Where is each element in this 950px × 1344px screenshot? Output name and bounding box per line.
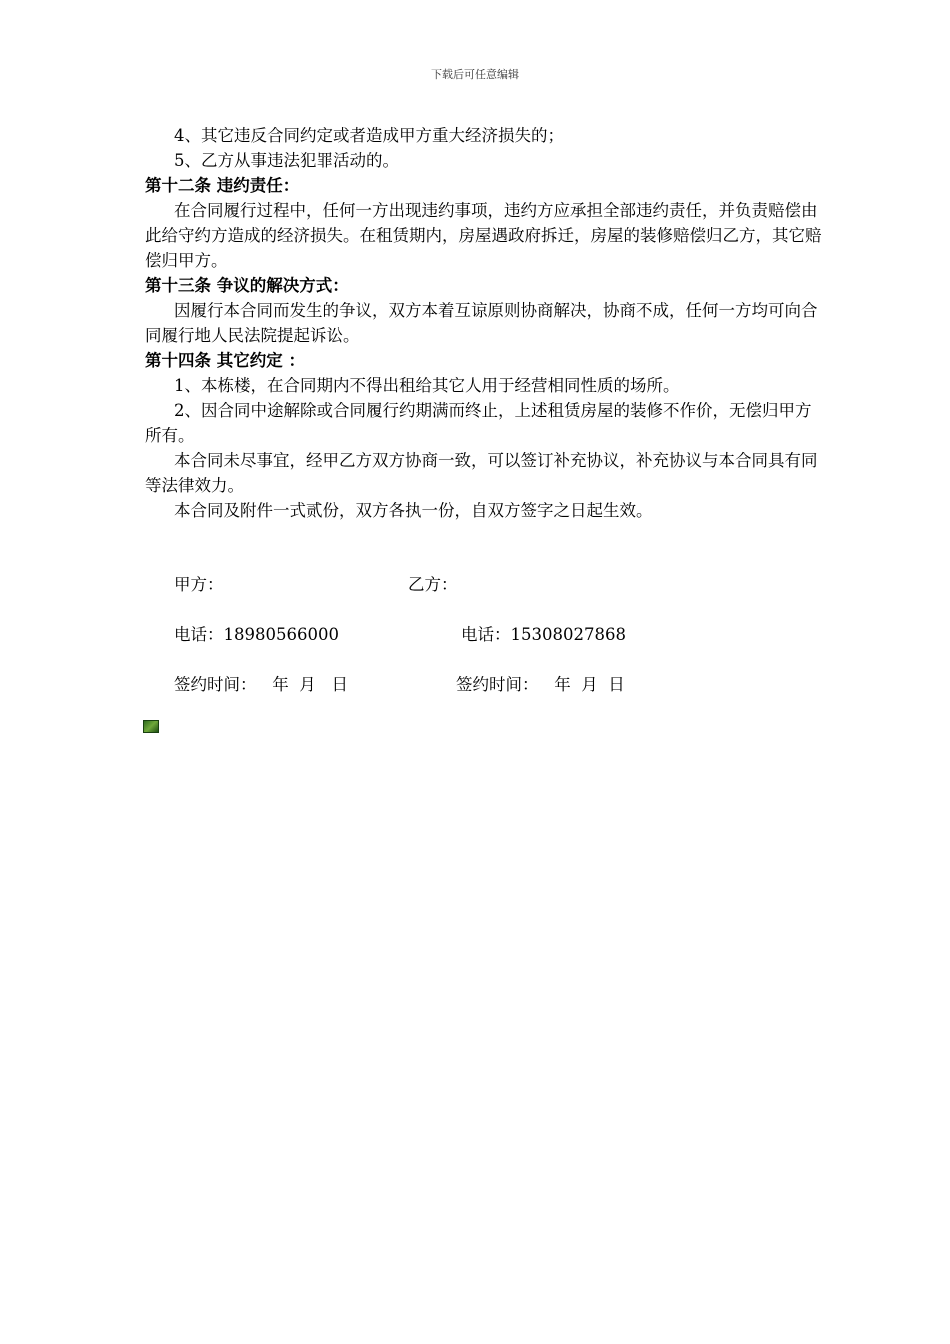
clause-item-5: 5、乙方从事违法犯罪活动的。 <box>174 151 399 170</box>
contract-body <box>145 123 825 523</box>
party-b-label: 乙方： <box>408 575 458 594</box>
page-header-note: 下载后可任意编辑 <box>431 68 519 81</box>
supplement-clause: 本合同未尽事宜，经甲乙方双方协商一致，可以签订补充协议，补充协议与本合同具有同等法律效力。 <box>145 451 818 495</box>
article-14-heading: 第十四条 其它约定 ： <box>145 351 305 370</box>
party-b-phone: 电话：15308027868 <box>461 625 626 644</box>
copies-clause: 本合同及附件一式贰份，双方各执一份，自双方签字之日起生效。 <box>174 501 653 520</box>
embedded-image-icon <box>143 720 159 733</box>
party-a-label: 甲方： <box>174 575 224 594</box>
party-a-sign-date: 签约时间： 年 月 日 <box>174 675 348 694</box>
party-a-phone: 电话：18980566000 <box>174 625 339 644</box>
party-b-sign-date: 签约时间： 年 月 日 <box>456 675 625 694</box>
article-13-text: 因履行本合同而发生的争议，双方本着互谅原则协商解决，协商不成，任何一方均可向合同履行地人民法院提起诉讼。 <box>145 301 818 345</box>
article-14-item-2: 2、因合同中途解除或合同履行约期满而终止，上述租赁房屋的装修不作价，无偿归甲方所有。 <box>145 401 812 445</box>
article-12-text: 在合同履行过程中，任何一方出现违约事项，违约方应承担全部违约责任，并负责赔偿由此给守约方造成的经济损失。在租赁期内，房屋遇政府拆迁，房屋的装修赔偿归乙方，其它赔偿归甲方。 <box>145 201 822 270</box>
clause-item-4: 4、其它违反合同约定或者造成甲方重大经济损失的； <box>174 126 564 145</box>
article-12-heading: 第十二条 违约责任： <box>145 176 300 195</box>
article-13-heading: 第十三条 争议的解决方式： <box>145 276 349 295</box>
article-14-item-1: 1、本栋楼，在合同期内不得出租给其它人用于经营相同性质的场所。 <box>174 376 680 395</box>
